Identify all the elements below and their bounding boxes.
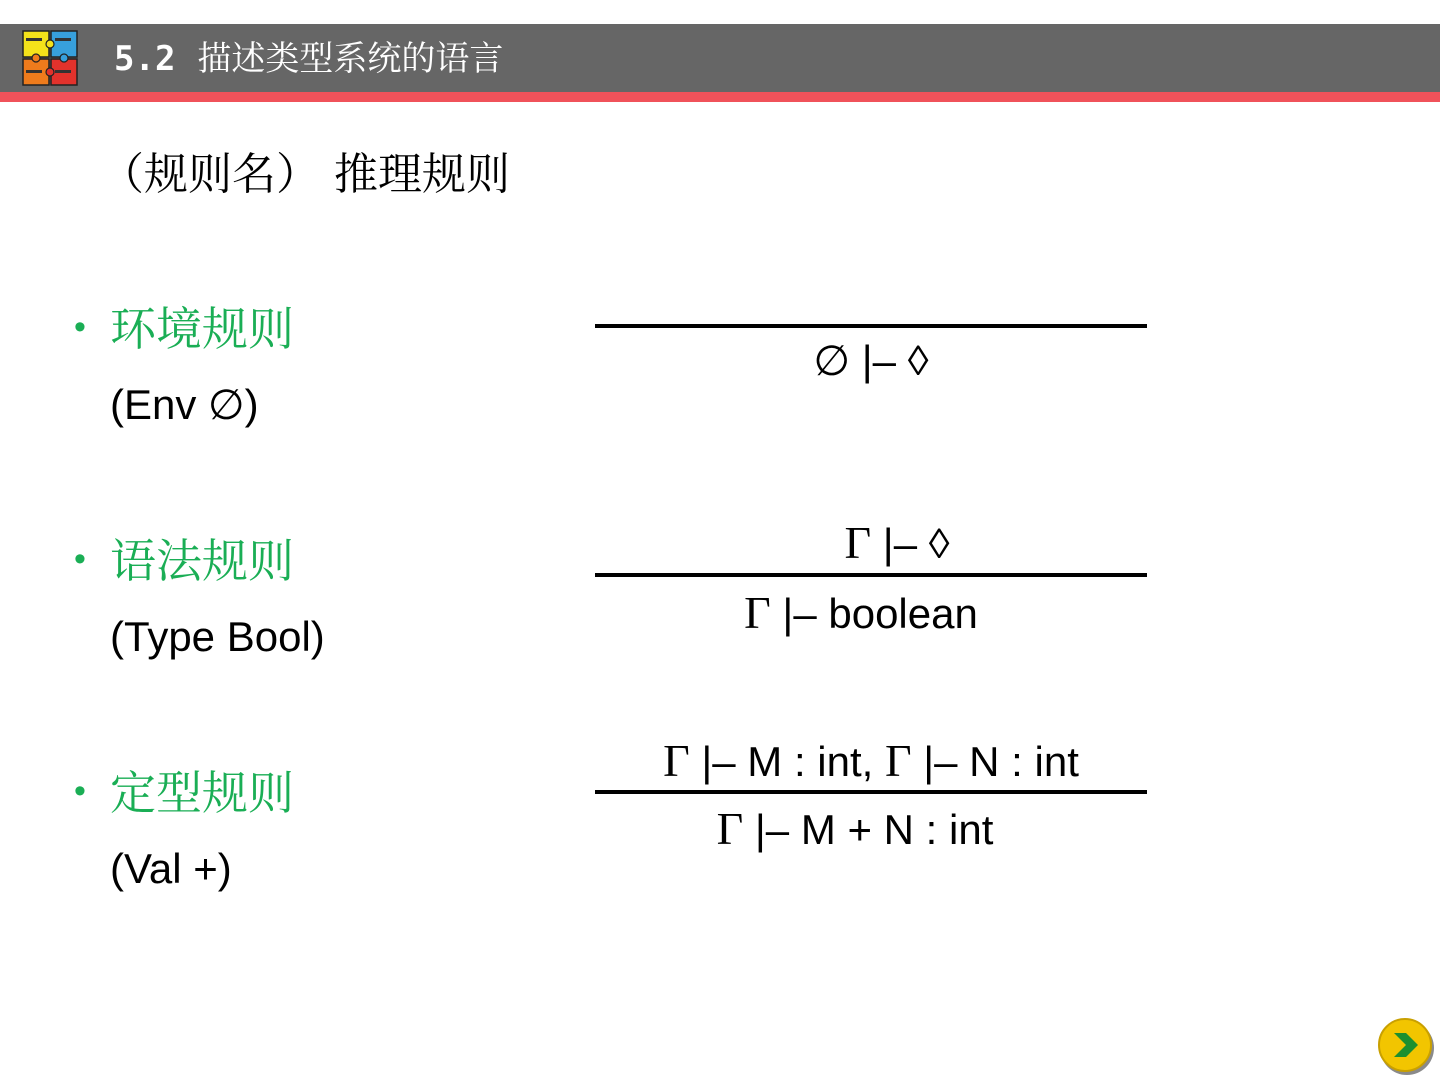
slide-subtitle: （规则名） 推理规则 bbox=[100, 149, 510, 200]
rule-conclusion: ∅ |– ◊ bbox=[813, 337, 929, 384]
rule-name: (Type Bool) bbox=[110, 613, 325, 660]
puzzle-logo-icon bbox=[22, 30, 78, 86]
rule-premise: Γ |– M : int, Γ |– N : int bbox=[663, 735, 1079, 786]
rule-premise: Γ |– ◊ bbox=[844, 517, 950, 568]
bullet-icon: • bbox=[74, 540, 86, 578]
inference-bar bbox=[595, 324, 1147, 328]
page-title bbox=[114, 36, 503, 82]
rule-conclusion: Γ |– M + N : int bbox=[716, 803, 994, 854]
section-number: 5.2 bbox=[114, 39, 176, 79]
rule-name: (Env ∅) bbox=[110, 381, 259, 428]
rule-conclusion: Γ |– boolean bbox=[744, 587, 978, 638]
inference-bar bbox=[595, 790, 1147, 794]
rule-category: 定型规则 bbox=[110, 766, 294, 820]
section-title: 描述类型系统的语言 bbox=[197, 39, 504, 79]
inference-bar bbox=[595, 573, 1147, 577]
rule-category: 语法规则 bbox=[110, 534, 294, 588]
next-arrow-icon[interactable] bbox=[1376, 1016, 1436, 1076]
bullet-icon: • bbox=[74, 772, 86, 810]
bullet-icon: • bbox=[74, 308, 86, 346]
rule-category: 环境规则 bbox=[110, 302, 294, 356]
header-stripe bbox=[0, 92, 1440, 102]
rule-name: (Val +) bbox=[110, 845, 232, 892]
